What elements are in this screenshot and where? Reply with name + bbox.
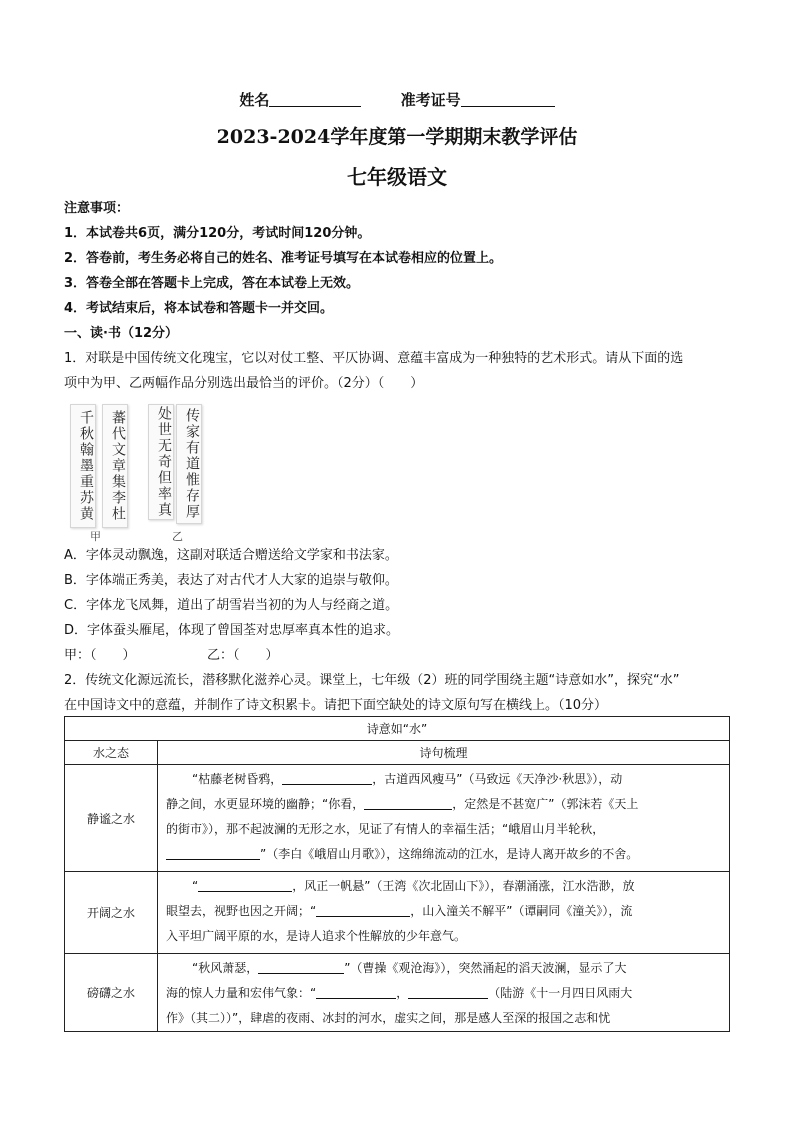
row-label: 开阔之水 (65, 872, 158, 954)
option-a: A．字体灵动飘逸，这副对联适合赠送给文学家和书法家。 (64, 548, 398, 563)
option-d: D．字体蚕头雁尾，体现了曾国荃对忠厚率真本性的追求。 (64, 623, 400, 638)
poem-text: ，风正一帆悬”（王湾《次北固山下》），春潮涌涨，江水浩渺，放 (292, 879, 635, 893)
col-header-state: 水之态 (65, 741, 158, 765)
answer-blank[interactable] (166, 847, 260, 860)
option-b: B．字体端正秀美，表达了对古代才人大家的追崇与敬仰。 (64, 573, 398, 588)
candidate-info (0, 89, 794, 110)
poem-text: ，定然是不甚宽广”（郭沫若《天上 (452, 797, 639, 811)
name-blank (269, 92, 361, 107)
note-item: 1．本试卷共6页，满分120分，考试时间120分钟。 (64, 226, 371, 241)
exam-body (64, 196, 732, 718)
answer-blank[interactable] (408, 986, 488, 999)
poem-text: ， (396, 986, 409, 1000)
poem-text: ，山入潼关不解平”（谭嗣同《潼关》），流 (410, 904, 633, 918)
jia-label: 甲 (90, 530, 101, 543)
section-heading: 一、读·书（12分） (64, 326, 179, 341)
poem-text: “ (192, 879, 199, 893)
notes-heading: 注意事项： (64, 201, 130, 216)
exam-id-label: 准考证号 (400, 91, 461, 109)
question-2-text-cont: 在中国诗文中的意蕴，并制作了诗文积累卡。请把下面空缺处的诗文原句写在横线上。（10分） (64, 698, 608, 713)
row-label: 静谧之水 (65, 765, 158, 872)
col-header-poems: 诗句梳理 (158, 741, 730, 765)
poem-text: 海的惊人力量和宏伟气象：“ (166, 986, 317, 1000)
question-1-text-cont: 项中为甲、乙两幅作品分别选出最恰当的评价。（2分）（ ） (64, 376, 424, 391)
poem-table (64, 716, 730, 1032)
poem-text: 眼望去，视野也因之开阔；“ (166, 904, 317, 918)
answer-blank[interactable] (198, 879, 292, 892)
poem-text: 作》（其二））”，肆虐的夜雨、冰封的河水，虚实之间，那是感人至深的报国之志和忧 (166, 1011, 611, 1025)
question-2-text: 2．传统文化源远流长，潜移默化滋养心灵。课堂上，七年级（2）班的同学围绕主题“诗意如水”，探究“水” (64, 673, 680, 688)
option-c: C．字体龙飞凤舞，道出了胡雪岩当初的为人与经商之道。 (64, 598, 399, 613)
table-row (65, 872, 730, 954)
jia-left-scroll: 千秋翰墨重苏黄 (70, 404, 96, 528)
jia-right-scroll: 蕃代文章集李杜 (102, 404, 128, 528)
answer-blank[interactable] (316, 904, 410, 917)
table-row (65, 954, 730, 1032)
row-label: 磅礴之水 (65, 954, 158, 1032)
poem-text: ”（曹操《观沧海》），突然涌起的滔天波澜，显示了大 (344, 961, 627, 975)
table-row (65, 765, 730, 872)
exam-title: 2023-2024学年度第一学期期末教学评估 (216, 126, 578, 148)
poem-text: 的街市》），那不起波澜的无形之水，见证了有情人的幸福生活；“峨眉山月半轮秋， (166, 822, 605, 836)
row-content (158, 765, 730, 872)
yi-label: 乙 (172, 530, 183, 543)
exam-id-blank (461, 92, 555, 107)
row-content (158, 872, 730, 954)
table-caption: 诗意如“水” (65, 717, 730, 741)
poem-text: 入平坦广阔平原的水，是诗人追求个性解放的少年意气。 (166, 929, 467, 943)
note-item: 2．答卷前，考生务必将自己的姓名、准考证号填写在本试卷相应的位置上。 (64, 251, 503, 266)
question-1-text: 1．对联是中国传统文化瑰宝，它以对仗工整、平仄协调、意蕴丰富成为一种独特的艺术形式。请从下面的选 (64, 351, 684, 366)
poem-text: （陆游《十一月四日风雨大 (488, 986, 633, 1000)
answer-blank[interactable] (258, 961, 344, 974)
answer-blank[interactable] (316, 986, 396, 999)
name-label: 姓名 (239, 91, 270, 109)
poem-text: “枯藤老树昏鸦， (192, 772, 283, 786)
row-content (158, 954, 730, 1032)
note-item: 3．答卷全部在答题卡上完成，答在本试卷上无效。 (64, 276, 360, 291)
poem-text: “秋风萧瑟， (192, 961, 259, 975)
exam-subject: 七年级语文 (347, 165, 447, 189)
answer-blank[interactable] (364, 797, 452, 810)
answer-blank[interactable] (282, 772, 372, 785)
note-item: 4．考试结束后，将本试卷和答题卡一并交回。 (64, 301, 334, 316)
yi-right-scroll: 传家有道惟存厚 (176, 404, 202, 524)
poem-text: 静之间，水更显环境的幽静；“你看， (166, 797, 365, 811)
poem-text: ，古道西风瘦马”（马致远《天净沙·秋思》），动 (372, 772, 623, 786)
yi-left-scroll: 处世无奇但率真 (148, 404, 174, 520)
poem-text: ”（李白《峨眉山月歌》），这绵绵流动的江水，是诗人离开故乡的不舍。 (260, 847, 639, 861)
answer-line: 甲：（ ） 乙：（ ） (64, 648, 279, 663)
calligraphy-images (64, 404, 732, 544)
